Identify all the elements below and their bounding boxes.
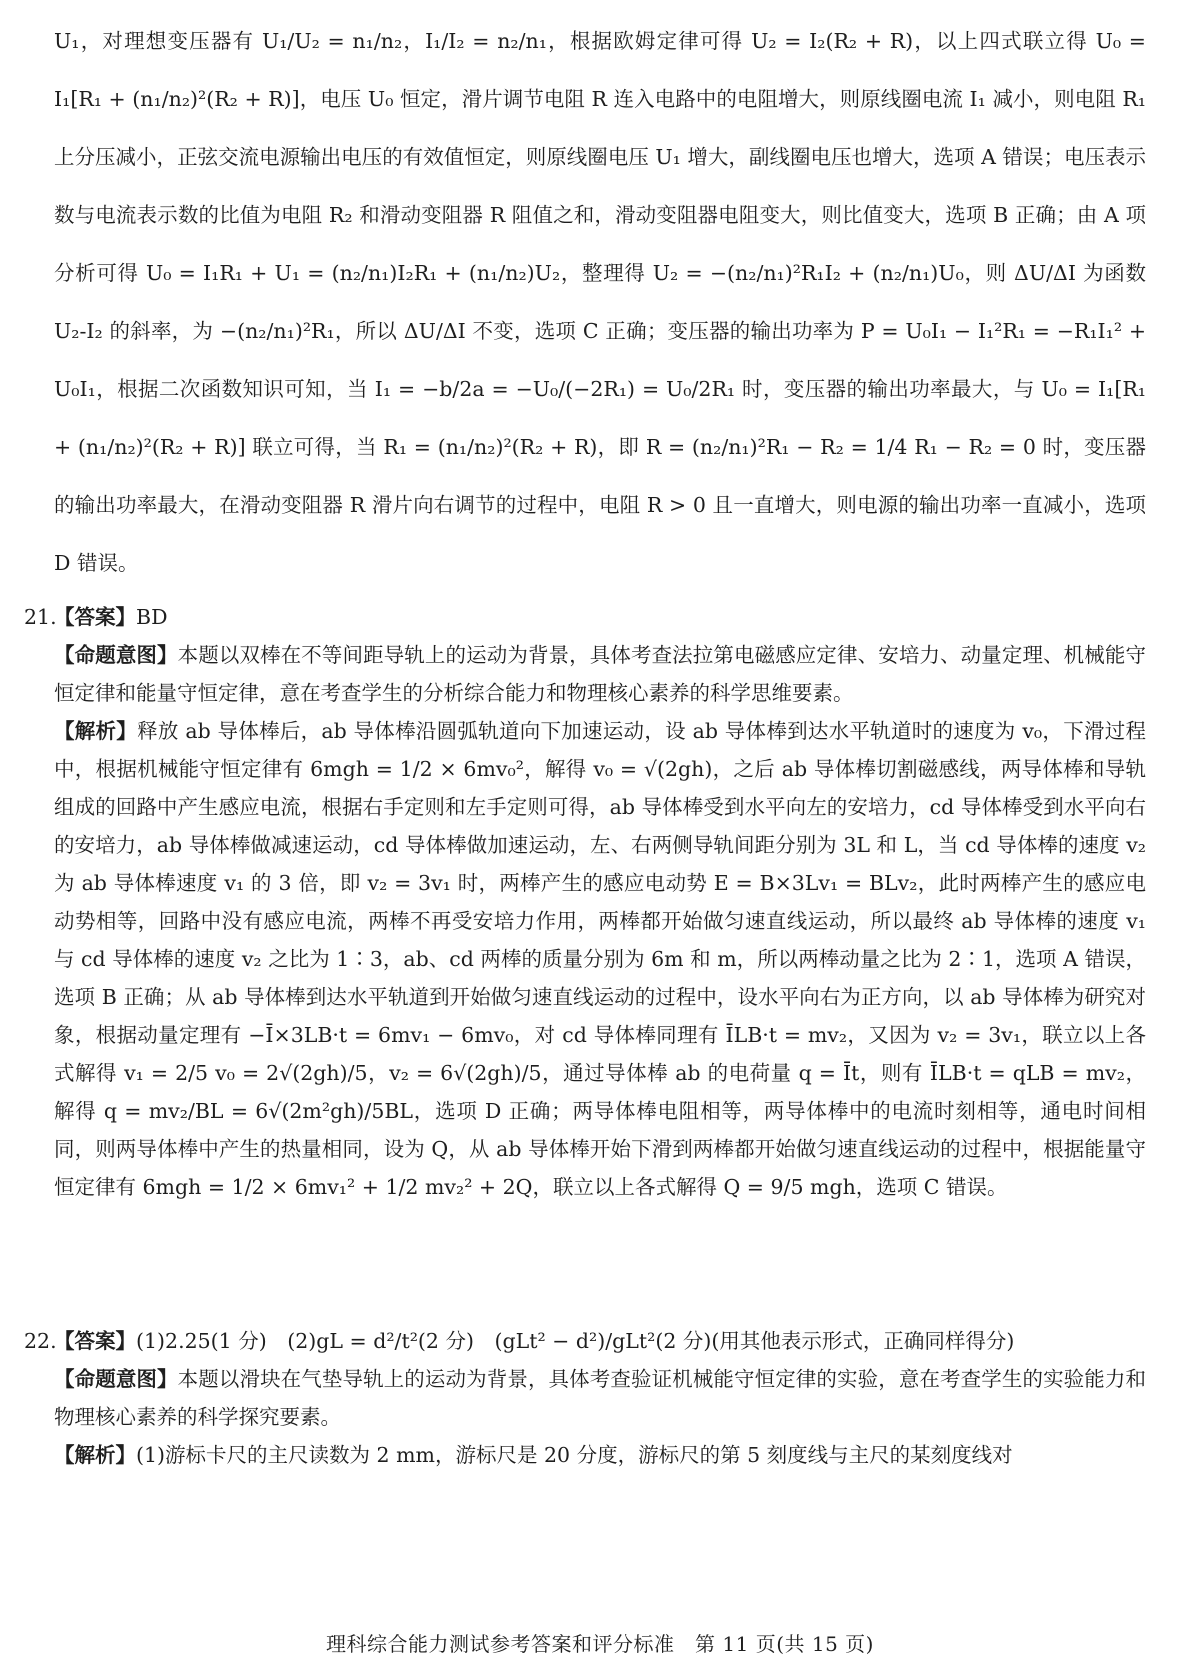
q22-analysis [54,1436,1146,1474]
page-footer: 理科综合能力测试参考答案和评分标准 第 11 页(共 15 页) [326,1632,874,1656]
q21-analysis-label: 【解析】 [54,719,138,743]
q22-answer-line [24,1322,1146,1360]
q22-intent-text: 本题以滑块在气垫导轨上的运动为背景，具体考查验证机械能守恒定律的实验，意在考查学生的实验能力和物理核心素养的科学探究要素。 [54,1367,1147,1429]
q22-number: 22. [24,1329,57,1353]
q21-number: 21. [24,605,57,629]
section-20-paragraph: U₁，对理想变压器有 U₁/U₂ = n₁/n₂，I₁/I₂ = n₂/n₁，根据欧姆定律可得 U₂ = I₂(R₂ + R)，以上四式联立得 U₀ = I₁[R₁ + (n₁/n₂)²(R₂ + R)]，电压 U₀ 恒定，滑片调节电阻 R 连入电路中的电阻增大，则原线圈电流 I₁ 减小，则电阻 R₁ 上分压减小，正弦交流电源输出电压的有效值恒定，则原线圈电压 U₁ 增大，副线圈电压也增大，选项 A 错误；电压表示数与电流表示数的比值为电阻 R₂ 和滑动变阻器 R 阻值之和，滑动变阻器电阻变大，则比值变大，选项 B 正确；由 A 项分析可得 U₀ = I₁R₁ + U₁ = (n₂/n₁)I₂R₁ + (n₁/n₂)U₂，整理得 U₂ = −(n₂/n₁)²R₁I₂ + (n₂/n₁)U₀，则 ΔU/ΔI 为函数 U₂-I₂ 的斜率，为 −(n₂/n₁)²R₁，所以 ΔU/ΔI 不变，选项 C 正确；变压器的输出功率为 P = U₀I₁ − I₁²R₁ = −R₁I₁² + U₀I₁，根据二次函数知识可知，当 I₁ = −b/2a = −U₀/(−2R₁) = U₀/2R₁ 时，变压器的输出功率最大，与 U₀ = I₁[R₁ + (n₁/n₂)²(R₂ + R)] 联立可得，当 R₁ = (n₁/n₂)²(R₂ + R)，即 R = (n₂/n₁)²R₁ − R₂ = 1/4 R₁ − R₂ = 0 时，变压器的输出功率最大，在滑动变阻器 R 滑片向右调节的过程中，电阻 R > 0 且一直增大，则电源的输出功率一直减小，选项 D 错误。 [54,29,1146,575]
q21-intent-text: 本题以双棒在不等间距导轨上的运动为背景，具体考查法拉第电磁感应定律、安培力、动量定理、机械能守恒定律和能量守恒定律，意在考查学生的分析综合能力和物理核心素养的科学思维要素。 [54,643,1147,705]
section-20-continuation [54,12,1146,592]
q21-answer-line [24,598,1146,636]
q22-answer-label: 【答案】 [54,1329,136,1353]
q22-analysis-text: (1)游标卡尺的主尺读数为 2 mm，游标尺是 20 分度，游标尺的第 5 刻度线与主尺的某刻度线对 [136,1443,1013,1467]
q21-analysis [54,712,1146,1206]
question-21 [24,598,1147,1206]
q22-answer: (1)2.25(1 分) (2)gL = d²/t²(2 分) (gLt² − d²)/gLt²(2 分)(用其他表示形式，正确同样得分) [136,1329,1015,1353]
q21-analysis-text: 释放 ab 导体棒后，ab 导体棒沿圆弧轨道向下加速运动，设 ab 导体棒到达水平轨道时的速度为 v₀，下滑过程中，根据机械能守恒定律有 6mgh = 1/2 × 6mv₀²，解得 v₀ = √(2gh)，之后 ab 导体棒切割磁感线，两导体棒和导轨组成的回路中产生感应电流，根据右手定则和左手定则可得，ab 导体棒受到水平向左的安培力，cd 导体棒受到水平向右的安培力，ab 导体棒做减速运动，cd 导体棒做加速运动，左、右两侧导轨间距分别为 3L 和 L，当 cd 导体棒的速度 v₂ 为 ab 导体棒速度 v₁ 的 3 倍，即 v₂ = 3v₁ 时，两棒产生的感应电动势 E = B×3Lv₁ = BLv₂，此时两棒产生的感应电动势相等，回路中没有感应电流，两棒不再受安培力作用，两棒都开始做匀速直线运动，所以最终 ab 导体棒的速度 v₁ 与 cd 导体棒的速度 v₂ 之比为 1∶3，ab、cd 两棒的质量分别为 6m 和 m，所以两棒动量之比为 2∶1，选项 A 错误，选项 B 正确；从 ab 导体棒到达水平轨道到开始做匀速直线运动的过程中，设水平向右为正方向，以 ab 导体棒为研究对象，根据动量定理有 −Ī×3LB·t = 6mv₁ − 6mv₀，对 cd 导体棒同理有 ĪLB·t = mv₂，又因为 v₂ = 3v₁，联立以上各式解得 v₁ = 2/5 v₀ = 2√(2gh)/5，v₂ = 6√(2gh)/5，通过导体棒 ab 的电荷量 q = Īt，则有 ĪLB·t = qLB = mv₂，解得 q = mv₂/BL = 6√(2m²gh)/5BL，选项 D 正确；两导体棒电阻相等，两导体棒中的电流时刻相等，通电时间相同，则两导体棒中产生的热量相同，设为 Q，从 ab 导体棒开始下滑到两棒都开始做匀速直线运动的过程中，根据能量守恒定律有 6mgh = 1/2 × 6mv₁² + 1/2 mv₂² + 2Q，联立以上各式解得 Q = 9/5 mgh，选项 C 错误。 [54,719,1147,1199]
q21-answer-label: 【答案】 [54,605,136,629]
q21-answer: BD [136,605,168,629]
q22-intent [54,1360,1146,1436]
q22-intent-label: 【命题意图】 [54,1367,178,1391]
q22-analysis-label: 【解析】 [54,1443,136,1467]
q21-intent [54,636,1146,712]
q21-intent-label: 【命题意图】 [54,643,178,667]
question-22 [24,1322,1147,1474]
